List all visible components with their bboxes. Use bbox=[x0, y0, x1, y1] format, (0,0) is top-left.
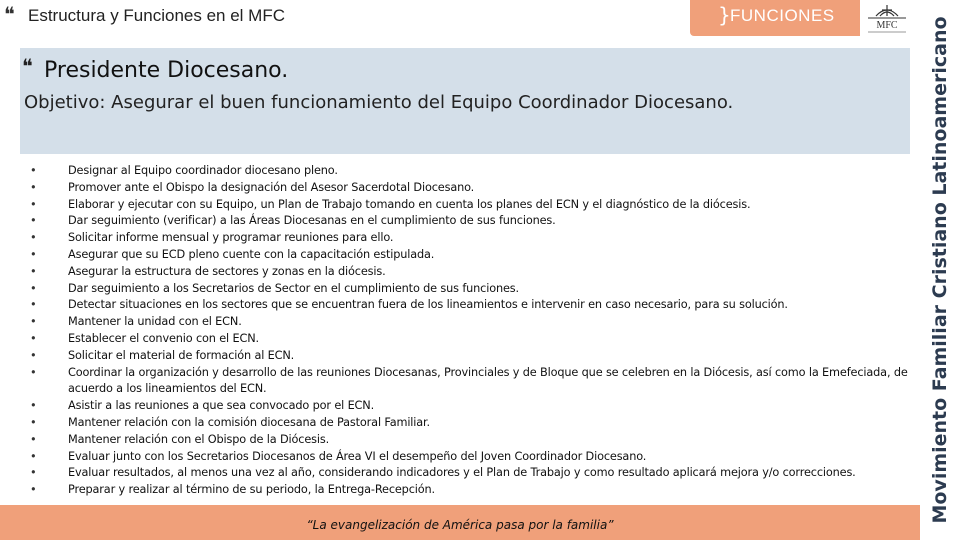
section-tab-label: FUNCIONES bbox=[730, 6, 835, 25]
brace-icon: } bbox=[718, 3, 731, 27]
role-objective: Objetivo: Asegurar el buen funcionamiento del Equipo Coordinador Diocesano. bbox=[24, 92, 734, 113]
list-item: • Evaluar resultados, al menos una vez al año, considerando indicadores y el Plan de Trabajo y como resultado aplicará mejora y/o correcciones. bbox=[28, 465, 908, 482]
header-bar bbox=[0, 0, 920, 38]
list-item: • Mantener relación con el Obispo de la Diócesis. bbox=[28, 432, 908, 449]
role-title: Presidente Diocesano. bbox=[44, 58, 289, 83]
list-item: • Dar seguimiento a los Secretarios de Sector en el cumplimiento de sus funciones. bbox=[28, 281, 908, 298]
list-item: • Asistir a las reuniones a que sea convocado por el ECN. bbox=[28, 398, 908, 415]
quote-icon: ❝ bbox=[22, 54, 33, 78]
side-band bbox=[920, 0, 960, 540]
quote-icon: ❝ bbox=[4, 2, 15, 26]
list-item: • Mantener la unidad con el ECN. bbox=[28, 314, 908, 331]
list-item: • Asegurar que su ECD pleno cuente con la capacitación estipulada. bbox=[28, 247, 908, 264]
list-item: • Solicitar el material de formación al ECN. bbox=[28, 348, 908, 365]
list-item: • Designar al Equipo coordinador diocesano pleno. bbox=[28, 163, 908, 180]
section-tab bbox=[690, 0, 860, 36]
footer-slogan: “La evangelización de América pasa por la familia” bbox=[306, 518, 614, 532]
page-title: Estructura y Funciones en el MFC bbox=[28, 6, 285, 25]
list-item: • Evaluar junto con los Secretarios Diocesanos de Área VI el desempeño del Joven Coordinador Diocesano. bbox=[28, 449, 908, 466]
list-item: • Elaborar y ejecutar con su Equipo, un Plan de Trabajo tomando en cuenta los planes del ECN y el diagnóstico de la diócesis. bbox=[28, 197, 908, 214]
functions-list bbox=[28, 163, 908, 499]
list-item: • Dar seguimiento (verificar) a las Áreas Diocesanas en el cumplimiento de sus funciones. bbox=[28, 213, 908, 230]
list-item: • Establecer el convenio con el ECN. bbox=[28, 331, 908, 348]
list-item: • Coordinar la organización y desarrollo de las reuniones Diocesanas, Provinciales y de Bloque que se celebren en la Diócesis, así como la Emefeciada, de acuerdo a los lineamientos del ECN. bbox=[28, 365, 908, 399]
role-header-box bbox=[20, 48, 910, 154]
list-item: • Solicitar informe mensual y programar reuniones para ello. bbox=[28, 230, 908, 247]
footer-bar bbox=[0, 505, 920, 540]
list-item: • Asegurar la estructura de sectores y zonas en la diócesis. bbox=[28, 264, 908, 281]
organization-name: Movimiento Familiar Cristiano Latinoamericano bbox=[929, 16, 951, 524]
logo-text: MFC bbox=[876, 20, 898, 31]
list-item: • Detectar situaciones en los sectores que se encuentran fuera de los lineamientos e intervenir en caso necesario, para su solución. bbox=[28, 297, 908, 314]
list-item: • Promover ante el Obispo la designación del Asesor Sacerdotal Diocesano. bbox=[28, 180, 908, 197]
list-item: • Preparar y realizar al término de su periodo, la Entrega-Recepción. bbox=[28, 482, 908, 499]
list-item: • Mantener relación con la comisión diocesana de Pastoral Familiar. bbox=[28, 415, 908, 432]
mfc-logo bbox=[862, 2, 912, 38]
